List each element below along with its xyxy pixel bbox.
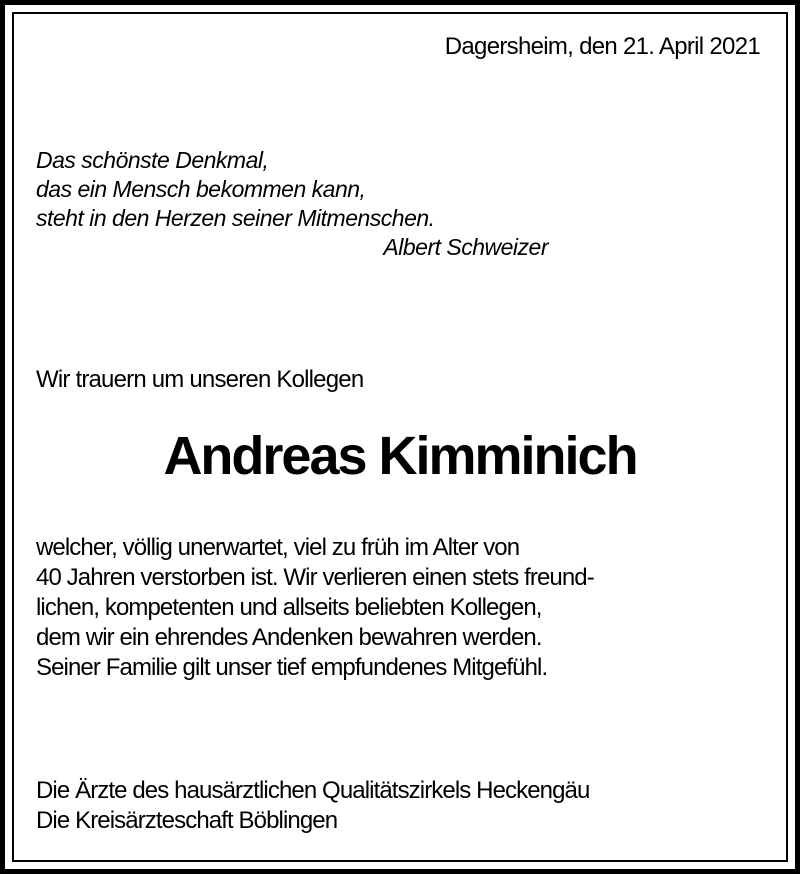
- body-line: welcher, völlig unerwartet, viel zu früh im Alter von: [36, 534, 520, 561]
- quote-line: Das schönste Denkmal,: [36, 147, 269, 173]
- quote-author: Albert Schweizer: [383, 234, 548, 260]
- quote-block: [36, 146, 548, 260]
- signatures: [36, 776, 589, 836]
- body-line: Seiner Familie gilt unser tief empfundenes Mitgefühl.: [36, 654, 548, 681]
- place-date: Dagersheim, den 21. April 2021: [444, 33, 760, 60]
- obituary-body: [36, 533, 594, 683]
- signature-line: Die Ärzte des hausärztlichen Qualitätszirkels Heckengäu: [36, 777, 590, 804]
- quote-line: das ein Mensch bekommen kann,: [36, 176, 366, 202]
- body-line: 40 Jahren verstorben ist. Wir verlieren einen stets freund-: [36, 564, 594, 591]
- quote-line: steht in den Herzen seiner Mitmenschen.: [36, 205, 435, 231]
- mourning-intro: Wir trauern um unseren Kollegen: [36, 366, 364, 393]
- body-line: lichen, kompetenten und allseits beliebten Kollegen,: [36, 594, 542, 621]
- signature-line: Die Kreisärzteschaft Böblingen: [36, 807, 338, 834]
- body-line: dem wir ein ehrendes Andenken bewahren werden.: [36, 624, 542, 651]
- deceased-name: Andreas Kimminich: [163, 426, 637, 486]
